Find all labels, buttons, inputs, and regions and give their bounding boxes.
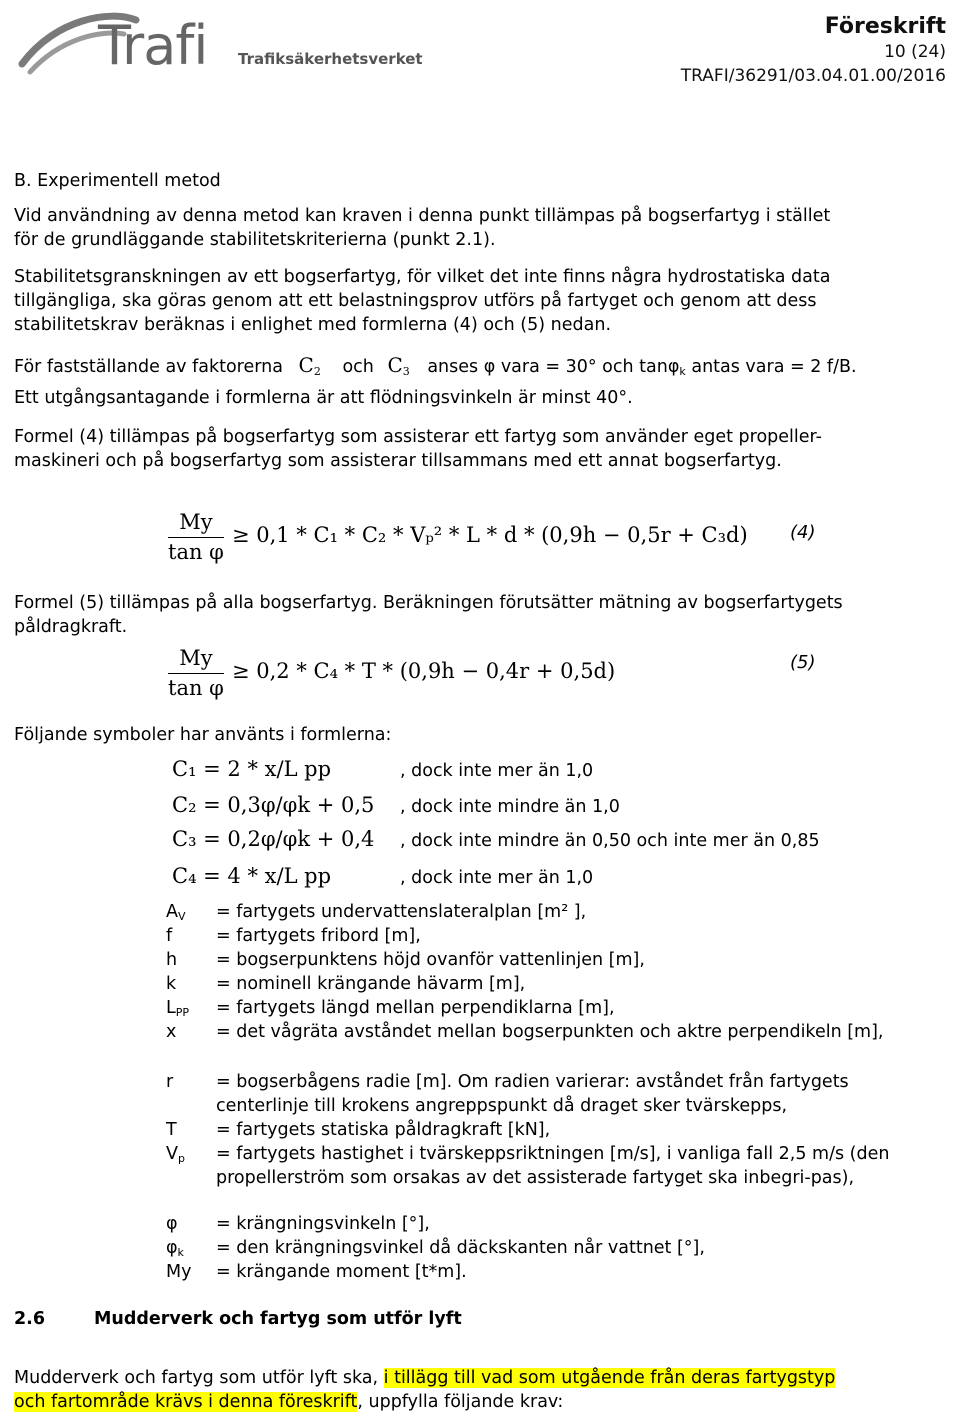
symbol-phik-sub: k	[177, 1246, 184, 1259]
definition-f: = fartygets fribord [m],	[216, 926, 421, 946]
p3-c2	[299, 353, 321, 377]
coefficient-c3-condition: , dock inte mindre än 0,50 och inte mer än 0,85	[400, 831, 820, 851]
coefficient-c1-condition: , dock inte mer än 1,0	[400, 761, 594, 781]
formula-5-numerator: My	[168, 646, 224, 674]
p3-text-b: anses φ vara = 30° och tanφ	[427, 357, 680, 377]
trafi-logo-mark-icon	[16, 10, 416, 80]
section-26-highlight-1: i tillägg till vad som utgående från deras fartygstyp	[383, 1368, 836, 1388]
formula-4-label: (4)	[790, 522, 816, 543]
section-26-text-b: , uppfylla följande krav:	[357, 1392, 564, 1412]
definition-vp: = fartygets hastighet i tvärskeppsriktningen [m/s], i vanliga fall 2,5 m/s (den propellerström som orsakas av det assisterade fartyget ska inbegri-pas),	[216, 1144, 890, 1188]
formula-4-denominator: tan φ	[168, 540, 224, 564]
coefficient-c4-formula: C₄ = 4 * x/L pp	[172, 864, 332, 888]
section-b-p4-line2: maskineri och på bogserfartyg som assisterar tillsammans med ett annat bogserfartyg.	[14, 451, 782, 471]
p3-text-a: För fastställande av faktorerna	[14, 357, 283, 377]
coefficient-c3-formula: C₃ = 0,2φ/φk + 0,4	[172, 827, 375, 851]
doc-type: Föreskrift	[824, 14, 946, 39]
coefficient-c1-formula: C₁ = 2 * x/L pp	[172, 757, 332, 781]
symbol-k: k	[166, 974, 177, 994]
p3-text-c: antas vara = 2 f/B.	[691, 357, 857, 377]
section-b-p1-line1: Vid användning av denna metod kan kraven i denna punkt tillämpas på bogserfartyg i stället	[14, 206, 831, 226]
definition-h: = bogserpunktens höjd ovanför vattenlinjen [m],	[216, 950, 645, 970]
formula-5-fraction	[168, 646, 224, 700]
page-number: 10 (24)	[884, 42, 946, 62]
section-26-p-line1	[14, 1367, 835, 1389]
p3-c3-letter: C	[387, 353, 403, 377]
definition-my: = krängande moment [t*m].	[216, 1262, 467, 1282]
symbol-t: T	[166, 1120, 177, 1140]
symbol-vp	[166, 1142, 185, 1171]
symbol-phik-letter: φ	[166, 1238, 178, 1258]
coefficient-c4-condition: , dock inte mer än 1,0	[400, 868, 594, 888]
document-reference: TRAFI/36291/03.04.01.00/2016	[680, 66, 946, 86]
coefficient-c2-condition: , dock inte mindre än 1,0	[400, 797, 620, 817]
p3-och: och	[342, 357, 374, 377]
formula-5-label: (5)	[790, 652, 816, 673]
section-b-p2-line1: Stabilitetsgranskningen av ett bogserfartyg, för vilket det inte finns några hydrostatiska data	[14, 267, 831, 287]
formula-4-numerator: My	[168, 510, 224, 538]
symbol-vp-sub: p	[177, 1152, 185, 1165]
definition-k: = nominell krängande hävarm [m],	[216, 974, 526, 994]
definition-x: = det vågräta avståndet mellan bogserpunkten och aktre perpendikeln [m],	[216, 1022, 884, 1042]
symbol-x: x	[166, 1022, 177, 1042]
p3-c2-sub: 2	[313, 365, 321, 378]
symbol-phi: φ	[166, 1214, 178, 1234]
symbol-av-sub: V	[177, 910, 186, 923]
symbol-r: r	[166, 1072, 174, 1092]
symbol-lpp-sub: PP	[175, 1006, 190, 1019]
symbol-h: h	[166, 950, 178, 970]
coefficient-c2-formula: C₂ = 0,3φ/φk + 0,5	[172, 793, 375, 817]
definition-av: = fartygets undervattenslateralplan [m² ],	[216, 902, 587, 922]
p3-c3-sub: 3	[402, 365, 410, 378]
section-26-text-a: Mudderverk och fartyg som utför lyft ska,	[14, 1368, 379, 1388]
definition-lpp: = fartygets längd mellan perpendiklarna [m],	[216, 998, 615, 1018]
section-26-p-line2	[14, 1391, 563, 1413]
formula-4-expression: ≥ 0,1 * C₁ * C₂ * Vₚ² * L * d * (0,9h − 0,5r + C₃d)	[232, 523, 748, 547]
section-b-p4-line1: Formel (4) tillämpas på bogserfartyg som assisterar ett fartyg som använder eget propeller-	[14, 427, 822, 447]
formula-5-intro-line2: påldragkraft.	[14, 617, 128, 637]
p3-k: k	[679, 365, 686, 378]
formula-5-expression: ≥ 0,2 * C₄ * T * (0,9h − 0,4r + 0,5d)	[232, 659, 616, 683]
section-b-p2-line3: stabilitetskrav beräknas i enlighet med formlerna (4) och (5) nedan.	[14, 315, 612, 335]
definition-t: = fartygets statiska påldragkraft [kN],	[216, 1120, 551, 1140]
section-26-number: 2.6	[14, 1309, 46, 1329]
symbol-lpp-letter: L	[166, 998, 176, 1018]
symbols-intro: Följande symboler har använts i formlerna:	[14, 725, 392, 745]
formula-4-fraction	[168, 510, 224, 564]
p3-c2-letter: C	[298, 353, 314, 377]
formula-5-intro-line1: Formel (5) tillämpas på alla bogserfartyg. Beräkningen förutsätter mätning av bogserfartygets	[14, 593, 843, 613]
symbol-f: f	[166, 926, 173, 946]
logo-subtitle: Trafiksäkerhetsverket	[238, 50, 423, 68]
symbol-my: My	[166, 1262, 192, 1282]
trafi-logo	[16, 10, 423, 80]
formula-5-denominator: tan φ	[168, 676, 224, 700]
section-b-p3-line2: Ett utgångsantagande i formlerna är att flödningsvinkeln är minst 40°.	[14, 388, 633, 408]
section-26-title: Mudderverk och fartyg som utför lyft	[94, 1309, 462, 1329]
definition-r: = bogserbågens radie [m]. Om radien varierar: avståndet från fartygets centerlinje till krokens angreppspunkt då draget sker tvärskepps,	[216, 1072, 849, 1116]
definition-phik: = den krängningsvinkel då däckskanten når vattnet [°],	[216, 1238, 705, 1258]
p3-c3	[387, 353, 409, 377]
section-b-title: B. Experimentell metod	[14, 171, 221, 191]
symbol-av-letter: A	[166, 902, 178, 922]
section-26-highlight-2: och fartområde krävs i denna föreskrift	[14, 1392, 358, 1412]
section-b-p2-line2: tillgängliga, ska göras genom att ett belastningsprov utförs på fartyget och genom att dess	[14, 291, 817, 311]
definition-phi: = krängningsvinkeln [°],	[216, 1214, 430, 1234]
section-b-p3-line1	[14, 354, 857, 383]
logo-name: Trafi	[98, 14, 208, 77]
section-b-p1-line2: för de grundläggande stabilitetskriterierna (punkt 2.1).	[14, 230, 496, 250]
symbol-vp-letter: V	[166, 1144, 178, 1164]
